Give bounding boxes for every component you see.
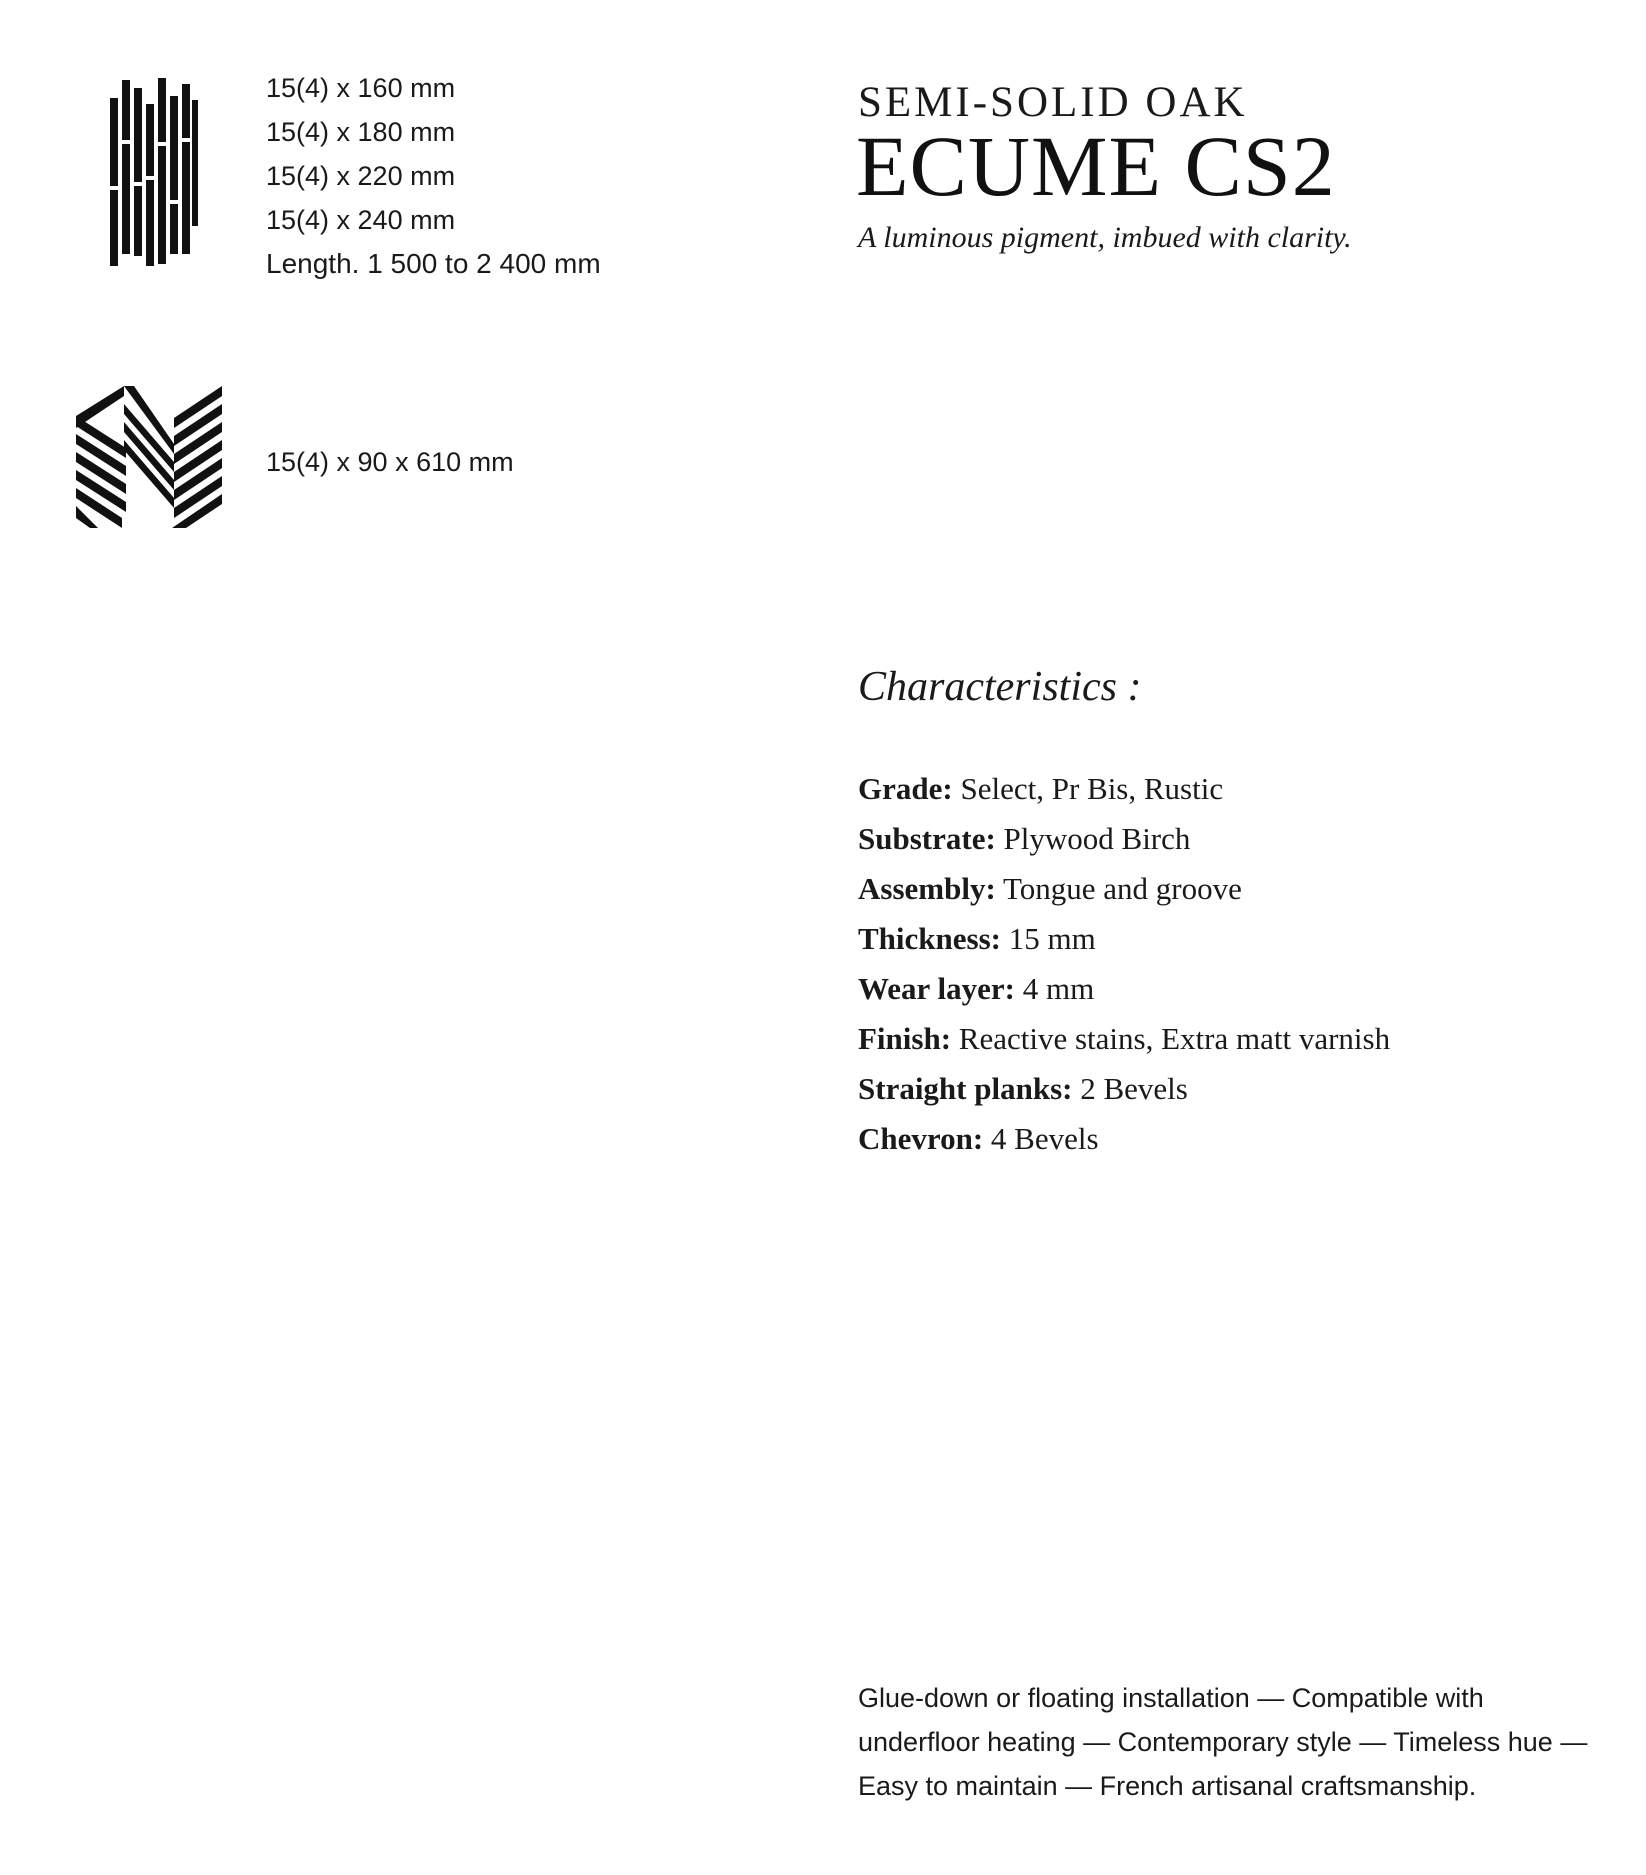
- characteristic-value: 4 Bevels: [990, 1121, 1099, 1156]
- product-tagline: A luminous pigment, imbued with clarity.: [858, 221, 1352, 254]
- straight-dimension-220: 15(4) x 220 mm: [266, 161, 456, 191]
- characteristic-finish: [858, 1014, 1390, 1064]
- product-features: Glue-down or floating installation — Compatible with underfloor heating — Contemporary style — Timeless hue — Easy to maintain — French artisanal craftsmanship.: [858, 1683, 1588, 1801]
- characteristic-value: 4 mm: [1022, 971, 1095, 1006]
- characteristic-chevron: [858, 1114, 1390, 1164]
- characteristics-list: [858, 764, 1390, 1164]
- characteristic-label: Wear layer:: [858, 971, 1015, 1006]
- characteristic-label: Assembly:: [858, 871, 996, 906]
- characteristic-value: 15 mm: [1008, 921, 1096, 956]
- characteristic-label: Thickness:: [858, 921, 1001, 956]
- characteristic-label: Grade:: [858, 771, 953, 806]
- straight-dimension-180: 15(4) x 180 mm: [266, 117, 456, 147]
- straight-dimension-160: 15(4) x 160 mm: [266, 73, 456, 103]
- characteristic-thickness: [858, 914, 1390, 964]
- chevron-pattern-icon: [76, 386, 222, 528]
- characteristic-substrate: [858, 814, 1390, 864]
- straight-dimensions-list: [266, 66, 601, 286]
- characteristic-grade: [858, 764, 1390, 814]
- characteristic-value: Plywood Birch: [1003, 821, 1191, 856]
- characteristic-value: Tongue and groove: [1002, 871, 1242, 906]
- product-type: SEMI-SOLID OAK: [858, 79, 1248, 126]
- characteristics-heading: Characteristics :: [858, 664, 1142, 710]
- straight-dimension-240: 15(4) x 240 mm: [266, 205, 456, 235]
- characteristic-label: Finish:: [858, 1021, 952, 1056]
- characteristic-straight-planks: [858, 1064, 1390, 1114]
- chevron-dimensions: 15(4) x 90 x 610 mm: [266, 447, 514, 477]
- characteristic-value: Reactive stains, Extra matt varnish: [958, 1021, 1391, 1056]
- characteristic-value: Select, Pr Bis, Rustic: [960, 771, 1224, 806]
- characteristic-wear-layer: [858, 964, 1390, 1014]
- characteristic-label: Straight planks:: [858, 1071, 1073, 1106]
- characteristic-assembly: [858, 864, 1390, 914]
- product-name: ECUME CS2: [856, 118, 1336, 214]
- characteristic-label: Chevron:: [858, 1121, 984, 1156]
- straight-planks-icon: [108, 78, 200, 268]
- straight-length: Length. 1 500 to 2 400 mm: [266, 248, 601, 279]
- characteristic-label: Substrate:: [858, 821, 996, 856]
- characteristic-value: 2 Bevels: [1080, 1071, 1188, 1106]
